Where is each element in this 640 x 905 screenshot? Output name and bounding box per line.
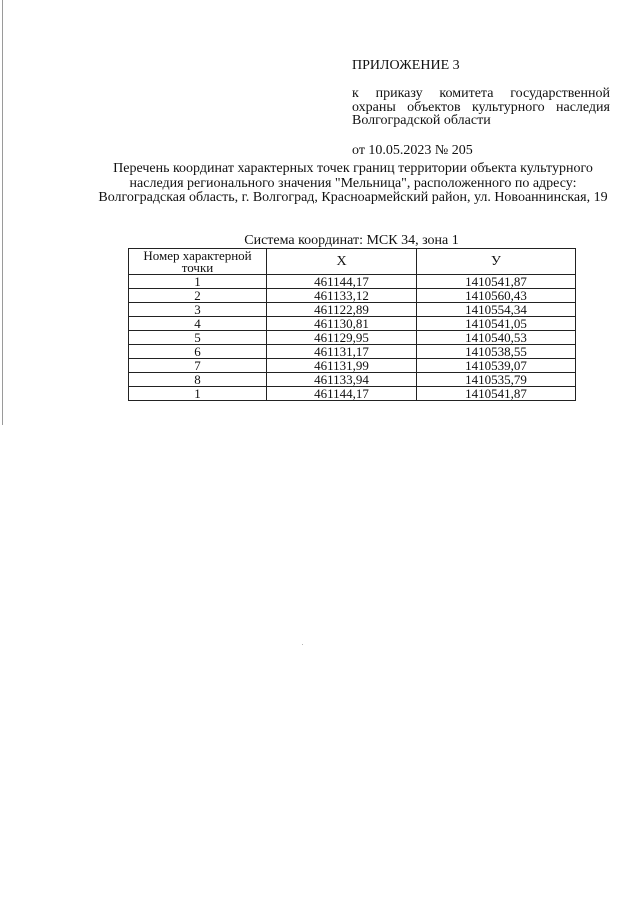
table-row: [129, 289, 576, 303]
point-number-cell: 1: [129, 387, 267, 401]
y-coordinate-cell: 1410541,05: [417, 317, 576, 331]
x-coordinate-cell: 461129,95: [267, 331, 417, 345]
coordinates-table: [128, 248, 576, 401]
appendix-date: от 10.05.2023 № 205: [352, 142, 473, 158]
y-coordinate-cell: 1410538,55: [417, 345, 576, 359]
point-number-cell: 7: [129, 359, 267, 373]
table-header-row: [129, 249, 576, 275]
table-row: [129, 345, 576, 359]
coordinate-system-caption: Система координат: МСК 34, зона 1: [244, 233, 459, 248]
x-coordinate-cell: 461133,12: [267, 289, 417, 303]
table-row: [129, 303, 576, 317]
point-number-cell: 4: [129, 317, 267, 331]
x-coordinate-cell: 461144,17: [267, 387, 417, 401]
y-coordinate-cell: 1410541,87: [417, 387, 576, 401]
column-header-x: Х: [267, 249, 417, 275]
table-row: [129, 275, 576, 289]
y-coordinate-cell: 1410554,34: [417, 303, 576, 317]
table-row: [129, 373, 576, 387]
y-coordinate-cell: 1410540,53: [417, 331, 576, 345]
appendix-basis: к приказу комитета государственной охраны объектов культурного наследия Волгоградской области: [352, 86, 610, 128]
point-number-cell: 3: [129, 303, 267, 317]
x-coordinate-cell: 461122,89: [267, 303, 417, 317]
point-number-cell: 2: [129, 289, 267, 303]
x-coordinate-cell: 461144,17: [267, 275, 417, 289]
appendix-title: ПРИЛОЖЕНИЕ 3: [352, 58, 460, 73]
document-title: Перечень координат характерных точек границ территории объекта культурного наследия регионального значения "Мельница", расположенного по адресу: Волгоградская область, г. Волгоград, Красноармейский район, ул. Новоаннинская, 19: [98, 161, 608, 205]
x-coordinate-cell: 461133,94: [267, 373, 417, 387]
point-number-cell: 6: [129, 345, 267, 359]
table-row: [129, 331, 576, 345]
y-coordinate-cell: 1410560,43: [417, 289, 576, 303]
y-coordinate-cell: 1410539,07: [417, 359, 576, 373]
column-header-point: Номер характерной точки: [129, 249, 267, 275]
column-header-y: У: [417, 249, 576, 275]
appendix-block: [352, 57, 610, 159]
y-coordinate-cell: 1410541,87: [417, 275, 576, 289]
table-row: [129, 387, 576, 401]
scan-speck: [302, 644, 303, 645]
point-number-cell: 5: [129, 331, 267, 345]
x-coordinate-cell: 461131,99: [267, 359, 417, 373]
y-coordinate-cell: 1410535,79: [417, 373, 576, 387]
point-number-cell: 8: [129, 373, 267, 387]
point-number-cell: 1: [129, 275, 267, 289]
x-coordinate-cell: 461130,81: [267, 317, 417, 331]
table-row: [129, 317, 576, 331]
scan-edge-line: [2, 0, 3, 425]
table-row: [129, 359, 576, 373]
x-coordinate-cell: 461131,17: [267, 345, 417, 359]
